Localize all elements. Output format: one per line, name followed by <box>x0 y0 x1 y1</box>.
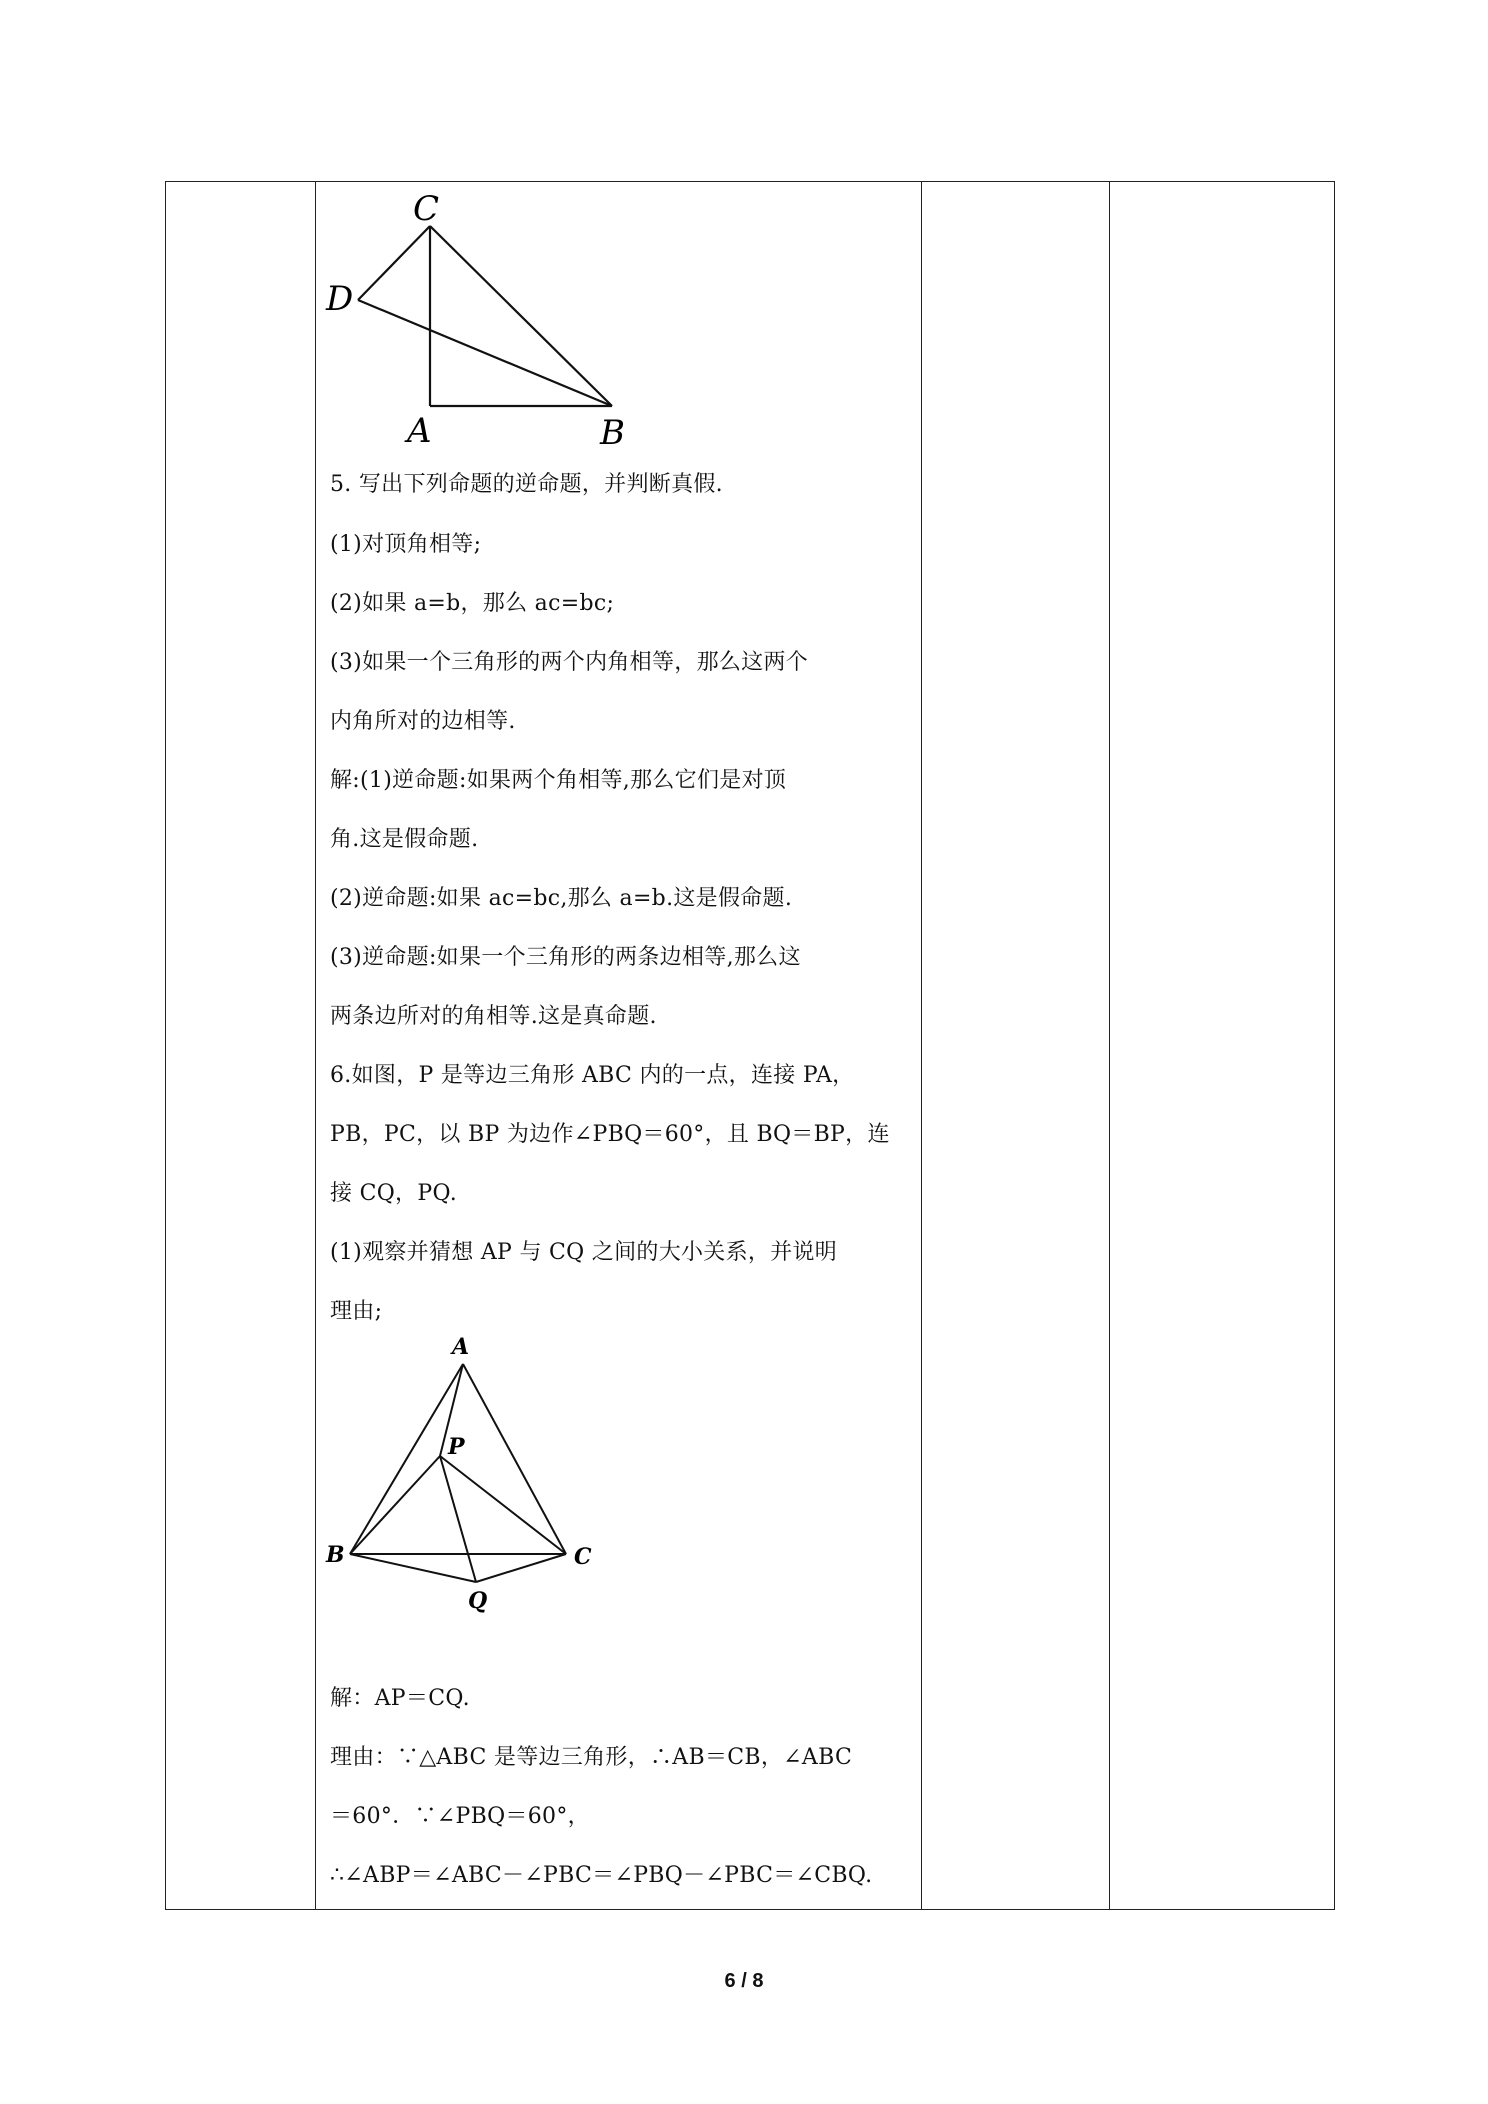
label-d: D <box>326 279 354 319</box>
segment-cq <box>476 1554 566 1582</box>
problem6-question-1-cont: 理由; <box>330 1299 383 1324</box>
segment-db <box>358 300 612 406</box>
problem5-solution-2: (2)逆命题:如果 ac=bc,那么 a=b.这是假命题. <box>330 886 793 911</box>
problem5-item-2: (2)如果 a=b，那么 ac=bc; <box>330 591 615 616</box>
figure-equilateral-abc <box>318 1332 608 1622</box>
problem5-solution-3: (3)逆命题:如果一个三角形的两条边相等,那么这 <box>330 945 801 970</box>
segment-cd <box>358 226 430 300</box>
problem6-stem-2: PB，PC，以 BP 为边作∠PBQ＝60°，且 BQ＝BP，连 <box>330 1122 890 1147</box>
problem6-stem-3: 接 CQ，PQ. <box>330 1181 457 1206</box>
page-number: 6 / 8 <box>724 1970 764 1992</box>
segment-ab <box>350 1364 463 1554</box>
problem5-solution-1: 解:(1)逆命题:如果两个角相等,那么它们是对顶 <box>330 768 787 793</box>
figure-triangle-dcab <box>320 188 650 458</box>
segment-cb <box>430 226 612 406</box>
problem6-solution-2: 理由：∵△ABC 是等边三角形，∴AB＝CB，∠ABC <box>330 1745 853 1770</box>
segment-pb <box>350 1456 440 1554</box>
label-b: B <box>326 1542 345 1568</box>
column-divider-3 <box>1109 182 1110 1909</box>
label-a: A <box>452 1334 470 1360</box>
problem6-stem-1: 6.如图，P 是等边三角形 ABC 内的一点，连接 PA， <box>330 1063 855 1088</box>
problem5-item-3: (3)如果一个三角形的两个内角相等，那么这两个 <box>330 650 809 675</box>
column-divider-2 <box>921 182 922 1909</box>
problem5-stem: 5. 写出下列命题的逆命题，并判断真假. <box>330 472 723 497</box>
column-divider-1 <box>315 182 316 1909</box>
problem5-solution-3-cont: 两条边所对的角相等.这是真命题. <box>330 1004 657 1029</box>
problem6-solution-4: ∴∠ABP＝∠ABC－∠PBC＝∠PBQ－∠PBC＝∠CBQ. <box>330 1863 873 1888</box>
problem6-solution-1: 解：AP＝CQ. <box>330 1686 470 1711</box>
segment-bq <box>350 1554 476 1582</box>
problem6-solution-3: ＝60°．∵∠PBQ＝60°， <box>330 1804 590 1829</box>
segment-ac <box>463 1364 566 1554</box>
segment-pc <box>440 1456 566 1554</box>
label-p: P <box>448 1434 465 1460</box>
label-b: B <box>600 413 625 453</box>
segment-pq <box>440 1456 476 1582</box>
problem5-item-1: (1)对顶角相等; <box>330 532 482 557</box>
problem5-item-3-cont: 内角所对的边相等. <box>330 709 516 734</box>
label-a: A <box>407 411 432 451</box>
problem5-solution-1-cont: 角.这是假命题. <box>330 827 479 852</box>
problem6-question-1: (1)观察并猜想 AP 与 CQ 之间的大小关系，并说明 <box>330 1240 838 1265</box>
label-c: C <box>413 189 440 229</box>
label-c: C <box>574 1544 592 1570</box>
label-q: Q <box>468 1588 488 1614</box>
